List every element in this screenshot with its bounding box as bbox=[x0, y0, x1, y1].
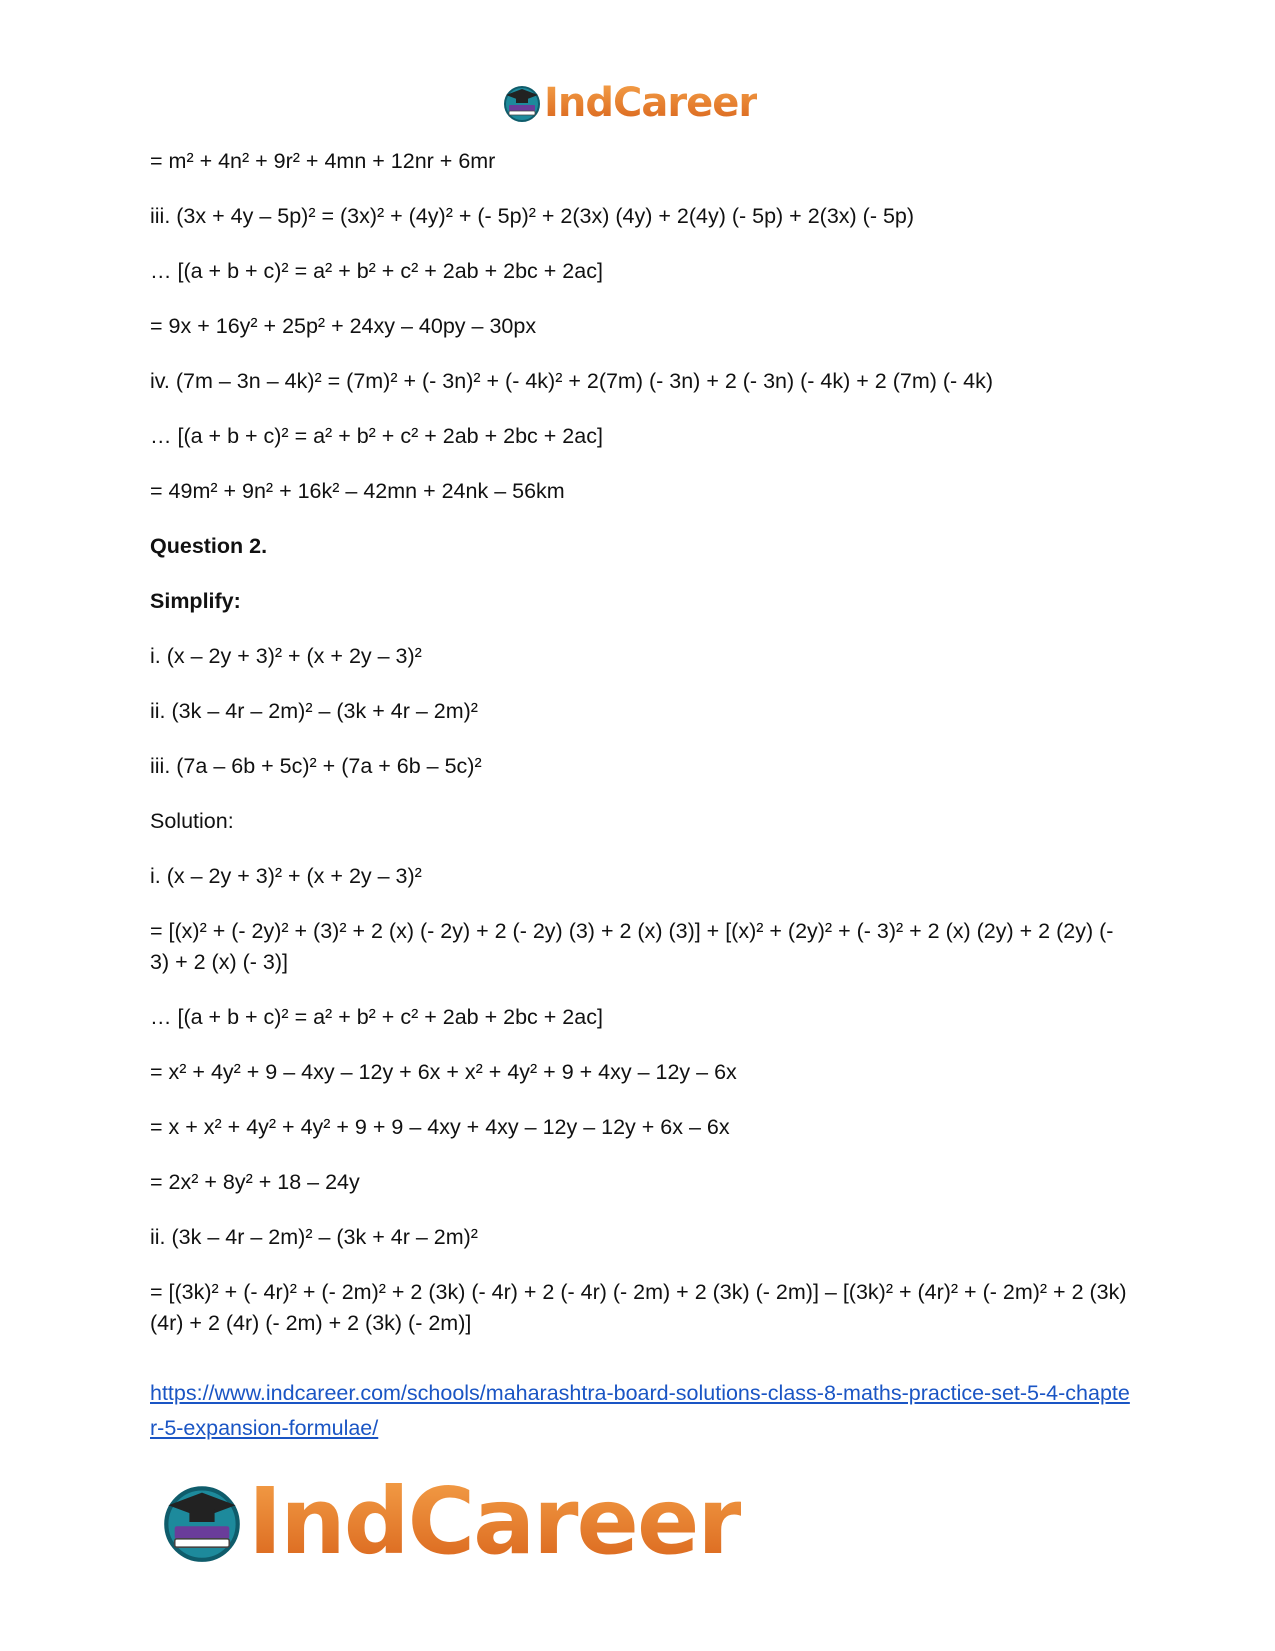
text-line: i. (x – 2y + 3)² + (x + 2y – 3)² bbox=[150, 644, 422, 668]
text-line: = 49m² + 9n² + 16k² – 42mn + 24nk – 56km bbox=[150, 479, 565, 503]
text-line: iii. (3x + 4y – 5p)² = (3x)² + (4y)² + (- 5p)² + 2(3x) (4y) + 2(4y) (- 5p) + 2(3x) (- 5p) bbox=[150, 204, 915, 228]
text-line: = [(x)² + (- 2y)² + (3)² + 2 (x) (- 2y) + 2 (- 2y) (3) + 2 (x) (3)] + [(x)² + (2y)² + (- 3)² + 2 (x) (2y) + 2 (2y) (- 3) + 2 (x) (- 3)] bbox=[150, 919, 1114, 974]
text-line: = 2x² + 8y² + 18 – 24y bbox=[150, 1170, 360, 1194]
text-line: iii. (7a – 6b + 5c)² + (7a + 6b – 5c)² bbox=[150, 754, 482, 778]
text-line: … [(a + b + c)² = a² + b² + c² + 2ab + 2bc + 2ac] bbox=[150, 1005, 603, 1029]
simplify-heading: Simplify: bbox=[150, 589, 241, 613]
question-heading: Question 2. bbox=[150, 534, 268, 558]
text-line: = 9x + 16y² + 25p² + 24xy – 40py – 30px bbox=[150, 314, 537, 338]
text-line: = x² + 4y² + 9 – 4xy – 12y + 6x + x² + 4y² + 9 + 4xy – 12y – 6x bbox=[150, 1060, 737, 1084]
source-link[interactable]: https://www.indcareer.com/schools/maharashtra-board-solutions-class-8-maths-practice-set-5-4-chapter-5-expansion-formulae/ bbox=[150, 1381, 1130, 1440]
text-line: = x + x² + 4y² + 4y² + 9 + 9 – 4xy + 4xy – 12y – 12y + 6x – 6x bbox=[150, 1115, 730, 1139]
text-line: … [(a + b + c)² = a² + b² + c² + 2ab + 2bc + 2ac] bbox=[150, 424, 603, 448]
header-logo bbox=[502, 80, 757, 126]
text-line: … [(a + b + c)² = a² + b² + c² + 2ab + 2bc + 2ac] bbox=[150, 259, 603, 283]
footer-logo bbox=[160, 1468, 741, 1575]
graduation-cap-book-globe-icon bbox=[160, 1480, 244, 1564]
document-body bbox=[150, 146, 1130, 1363]
graduation-cap-book-globe-icon bbox=[502, 83, 542, 123]
logo-text: IndCareer bbox=[248, 1468, 741, 1575]
logo-text: IndCareer bbox=[544, 80, 758, 126]
text-line: iv. (7m – 3n – 4k)² = (7m)² + (- 3n)² + (- 4k)² + 2(7m) (- 3n) + 2 (- 3n) (- 4k) + 2 (7m) (- 4k) bbox=[150, 369, 994, 393]
text-line: = m² + 4n² + 9r² + 4mn + 12nr + 6mr bbox=[150, 149, 496, 173]
text-line: = [(3k)² + (- 4r)² + (- 2m)² + 2 (3k) (- 4r) + 2 (- 4r) (- 2m) + 2 (3k) (- 2m)] – [(3k)² + (4r)² + (- 2m)² + 2 (3k) (4r) + 2 (4r) (- 2m) + 2 (3k) (- 2m)] bbox=[150, 1280, 1127, 1335]
text-line: ii. (3k – 4r – 2m)² – (3k + 4r – 2m)² bbox=[150, 1225, 478, 1249]
text-line: i. (x – 2y + 3)² + (x + 2y – 3)² bbox=[150, 864, 422, 888]
solution-label: Solution: bbox=[150, 809, 234, 833]
text-line: ii. (3k – 4r – 2m)² – (3k + 4r – 2m)² bbox=[150, 699, 478, 723]
